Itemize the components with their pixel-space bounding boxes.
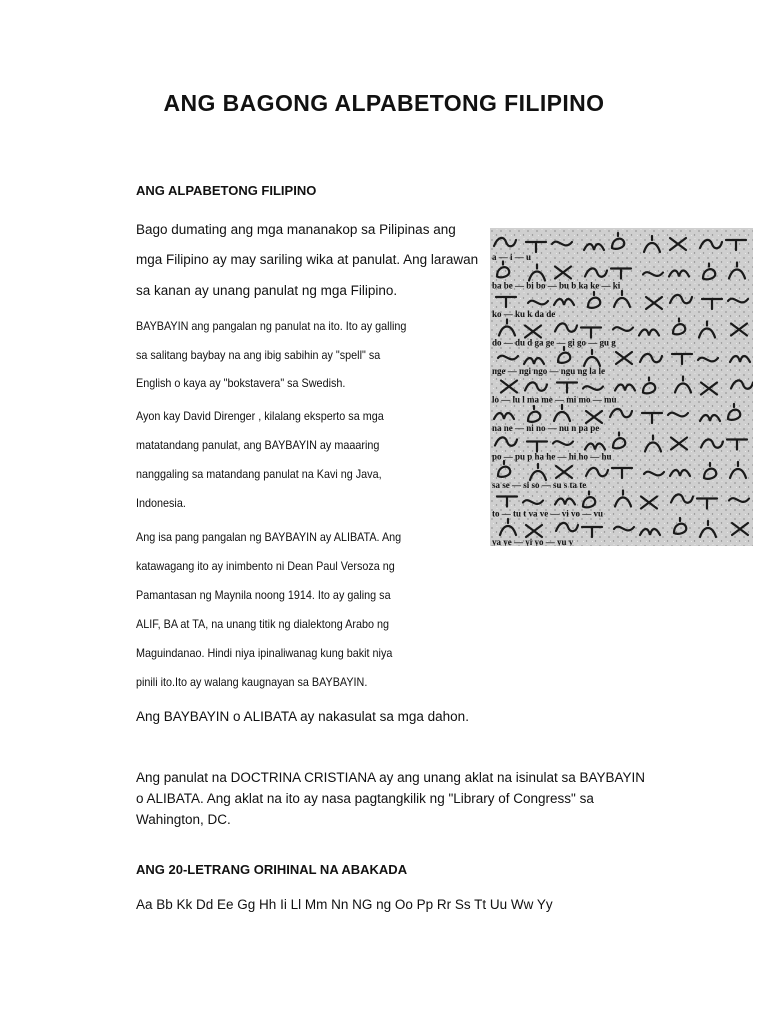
direnger-line-3: nanggaling sa matandang panulat na Kavi ng Java, [136, 467, 382, 481]
direnger-line-4: Indonesia. [136, 496, 186, 510]
doctrina-paragraph: Ang panulat na DOCTRINA CRISTIANA ay ang unang aklat na isinulat sa BAYBAYIN o ALIBATA. Ang aklat na ito ay nasa pagtangkilik ng "Library of Congress" sa Wahington, DC. [136, 770, 646, 827]
baybayin-syllable-row: na ne — ni no — nu n pa pe [492, 423, 600, 433]
baybayin-syllable-row: po — pu p ha he — hi ho — hu [492, 451, 612, 462]
section-heading-abakada: ANG 20-LETRANG ORIHINAL NA ABAKADA [136, 862, 408, 877]
alibata-line-6: pinili ito.Ito ay walang kaugnayan sa BAYBAYIN. [136, 675, 368, 689]
intro-line-3: sa kanan ay unang panulat ng mga Filipino. [136, 283, 398, 298]
baybayin-line-1: BAYBAYIN ang pangalan ng panulat na ito. Ito ay galling [136, 319, 407, 333]
baybayin-syllable-row: do — du d ga ge — gi go — gu g [492, 337, 616, 348]
direnger-line-1: Ayon kay David Direnger , kilalang eksperto sa mga [136, 409, 384, 423]
baybayin-syllable-row: ko — ku k da de [492, 309, 556, 319]
alibata-line-3: Pamantasan ng Maynila noong 1914. Ito ay galing sa [136, 588, 391, 602]
baybayin-syllable-row: ba be — bi bo — bu b ka ke — ki [492, 280, 621, 291]
alibata-line-4: ALIF, BA at TA, na unang titik ng dialektong Arabo ng [136, 617, 389, 631]
baybayin-line-2: sa salitang baybay na ang ibig sabihin ay "spell" sa [136, 348, 381, 362]
section-heading-alpabeto: ANG ALPABETONG FILIPINO [136, 183, 317, 198]
direnger-line-2: matatandang panulat, ang BAYBAYIN ay maaaring [136, 438, 380, 452]
leaves-line: Ang BAYBAYIN o ALIBATA ay nakasulat sa mga dahon. [136, 709, 469, 724]
page-title: ANG BAGONG ALPABETONG FILIPINO [163, 90, 605, 116]
alibata-line-2: katawagang ito ay inimbento ni Dean Paul Versoza ng [136, 559, 395, 573]
alibata-line-5: Maguindanao. Hindi niya ipinaliwanag kung bakit niya [136, 646, 393, 660]
intro-line-1: Bago dumating ang mga mananakop sa Pilipinas ang [136, 222, 456, 237]
baybayin-syllable-row: ya ye — yi yo — yu y [492, 537, 574, 546]
baybayin-syllable-row: to — tu t va ve — vi vo — vu [492, 508, 603, 519]
abakada-letters: Aa Bb Kk Dd Ee Gg Hh Ii Ll Mm Nn NG ng Oo Pp Rr Ss Tt Uu Ww Yy [136, 897, 553, 912]
alibata-line-1: Ang isa pang pangalan ng BAYBAYIN ay ALIBATA. Ang [136, 530, 402, 544]
baybayin-line-3: English o kaya ay "bokstavera" sa Swedish. [136, 376, 346, 390]
baybayin-syllable-row: nge — ngi ngo — ngu ng la le [492, 366, 606, 376]
baybayin-syllable-row: lo — lu l ma me — mi mo — mu [492, 394, 617, 405]
baybayin-syllable-row: sa se — si so — su s ta te [492, 480, 587, 490]
baybayin-script-image [490, 228, 753, 546]
intro-line-2: mga Filipino ay may sariling wika at panulat. Ang larawan [136, 252, 479, 267]
baybayin-syllable-row: a — i — u [492, 252, 532, 262]
